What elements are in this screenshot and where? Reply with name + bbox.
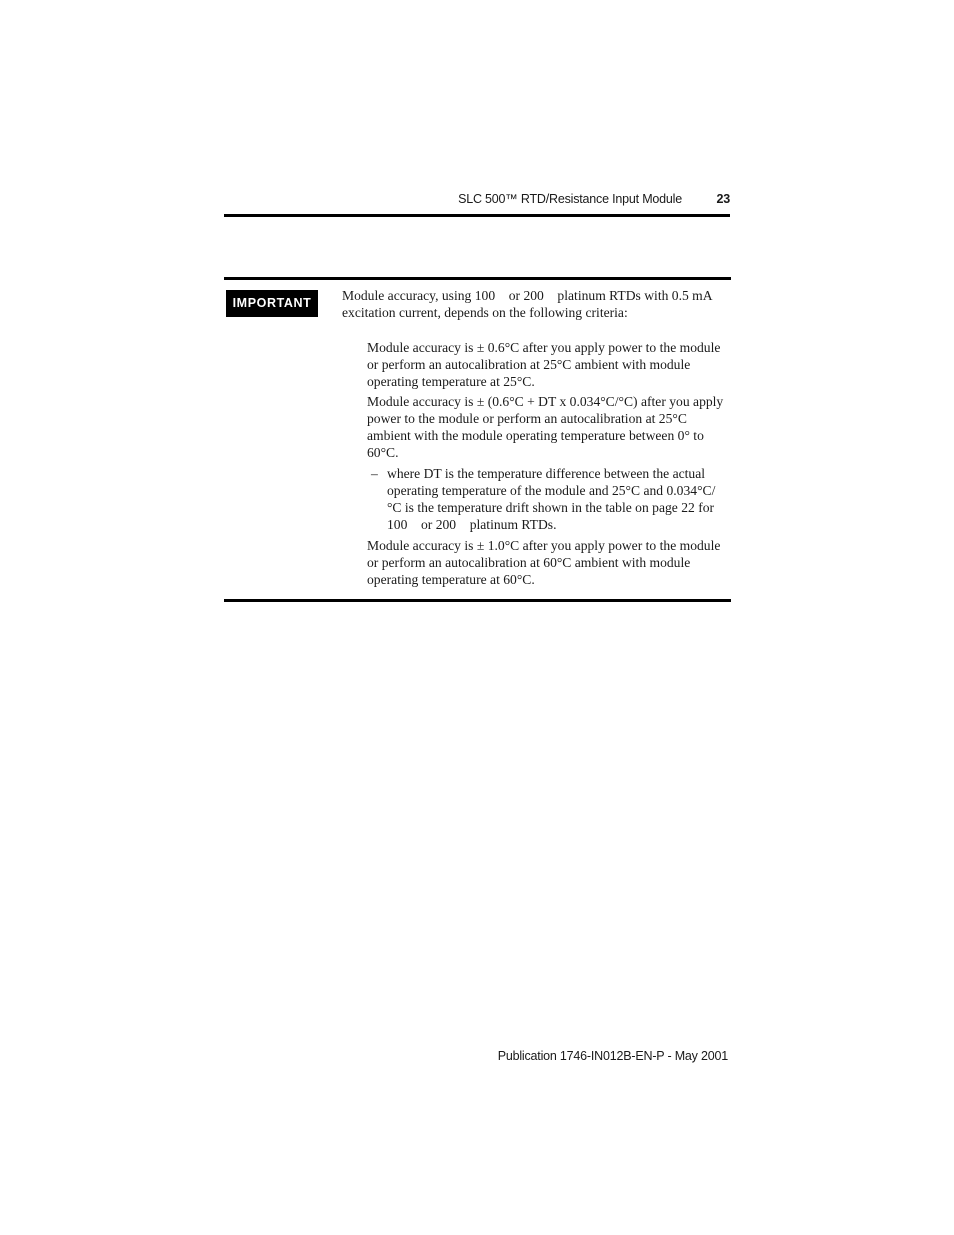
page-number: 23	[716, 192, 730, 206]
important-box-top-rule	[224, 277, 731, 280]
running-header-title: SLC 500™ RTD/Resistance Input Module	[458, 192, 682, 206]
publication-footer: Publication 1746-IN012B-EN-P - May 2001	[497, 1049, 728, 1063]
important-box-bottom-rule	[224, 599, 731, 602]
criteria-item-1: Module accuracy is ± 0.6°C after you apply power to the module or perform an autocalibration at 25°C ambient with module operating temperature at 25°C.	[367, 340, 721, 389]
criteria-item-3: Module accuracy is ± 1.0°C after you apply power to the module or perform an autocalibration at 60°C ambient with module operating temperature at 60°C.	[367, 538, 721, 587]
criteria-item-2: Module accuracy is ± (0.6°C + DT x 0.034°C/°C) after you apply power to the module or perform an autocalibration at 25°C ambient with the module operating temperature between 0° to 60°C.	[367, 394, 724, 460]
important-intro-text: Module accuracy, using 100 or 200 platinum RTDs with 0.5 mA excitation current, depends on the following criteria:	[342, 288, 716, 320]
page-header	[224, 192, 730, 216]
important-label: IMPORTANT	[226, 290, 318, 317]
criteria-sub-note: where DT is the temperature difference between the actual operating temperature of the module and 25°C and 0.034°C/°C is the temperature drift shown in the table on page 22 for 100 or 200 platinum RTDs.	[387, 466, 718, 532]
header-rule	[224, 214, 730, 217]
sub-item-dash: –	[371, 466, 378, 481]
